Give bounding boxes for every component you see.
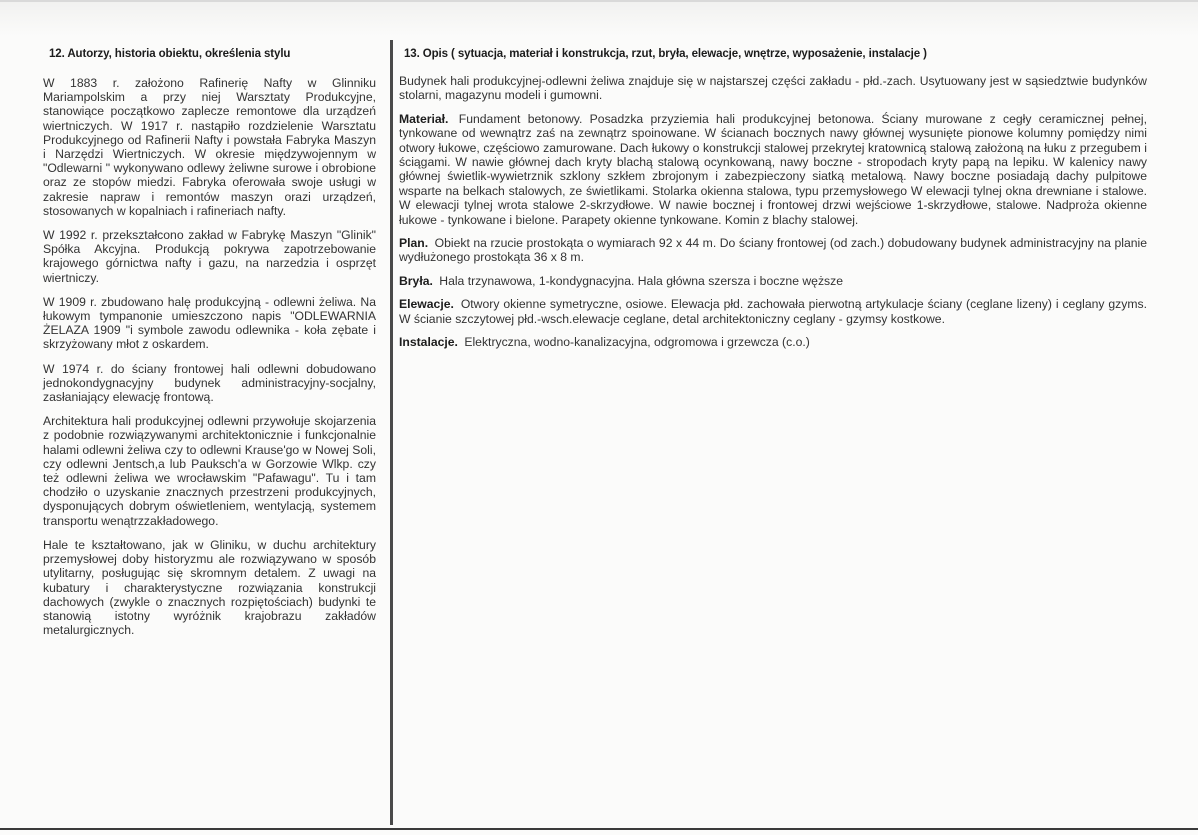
scan-top-band xyxy=(0,2,1198,36)
plan-paragraph xyxy=(399,236,1147,265)
bottom-rule xyxy=(0,828,1198,830)
instalacje-paragraph xyxy=(399,335,1147,349)
history-paragraph-1: W 1883 r. założono Rafinerię Nafty w Glinniku Mariampolskim a przy niej Warsztaty Produkcyjne, stanowiące początkowo zaplecze remontowe dla urządzeń wiertniczych. W 1917 r. nastąpiło rozdzielenie Warsztatu Produkcyjnego od Rafinerii Nafty i powstała Fabryka Maszyn i Narzędzi Wiertniczych. W okresie międzywojennym w "Odlewarni " wykonywano odlewy żeliwne surowe i obrobione oraz ze stopów miedzi. Fabryka oferowała swoje usługi w zakresie napraw i remontów maszyn orazi urządzeń, stosowanych w kopalniach i rafineriach nafty. xyxy=(43,76,376,218)
plan-label: Plan. xyxy=(399,236,429,251)
elewacje-label: Elewacje. xyxy=(399,297,454,312)
section-13-heading: 13. Opis ( sytuacja, materiał i konstrukcja, rzut, bryła, elewacje, wnętrze, wyposażenie, instalacje ) xyxy=(404,48,927,60)
description-intro: Budynek hali produkcyjnej-odlewni żeliwa znajduje się w najstarszej części zakładu - płd.-zach. Usytuowany jest w sąsiedztwie budynków stolarni, magazynu modeli i gumowni. xyxy=(399,74,1147,103)
elewacje-paragraph xyxy=(399,297,1147,326)
elewacje-text: Otwory okienne symetryczne, osiowe. Elewacja płd. zachowała pierwotną artykulacje ściany (ceglane lizeny) i ceglany gzyms. W ścianie szczytowej płd.-wsch.elewacje ceglane, detal architektoniczny ceglany - gzymsy kostkowe. xyxy=(399,297,1147,326)
history-paragraph-2: W 1992 r. przekształcono zakład w Fabrykę Maszyn "Glinik" Spółka Akcyjna. Produkcją pokrywa zapotrzebowanie krajowego górnictwa nafty i gazu, na narzedzia i osprzęt wiertniczy. xyxy=(43,228,376,285)
material-paragraph xyxy=(399,112,1147,227)
bryla-text: Hala trzynawowa, 1-kondygnacyjna. Hala główna szersza i boczne węższe xyxy=(439,273,844,288)
column-divider xyxy=(390,40,393,825)
right-column xyxy=(399,48,1147,359)
instalacje-text: Elektryczna, wodno-kanalizacyjna, odgromowa i grzewcza (c.o.) xyxy=(464,335,810,350)
bryla-label: Bryła. xyxy=(399,273,433,288)
left-column xyxy=(43,48,376,647)
section-12-heading: 12. Autorzy, historia obiektu, określenia stylu xyxy=(49,48,291,60)
history-paragraph-5: Architektura hali produkcyjnej odlewni przywołuje skojarzenia z podobnie rozwiązywanymi architektonicznie i funkcjonalnie halami odlewni żeliwa czy to odlewni Krause'go w Nowej Soli, czy odlewni Jentsch,a lub Pauksch'a w Gorzowie Wlkp. czy też odlewni żeliwa we wrocławskim "Pafawagu". Tu i tam chodziło o uzyskanie znacznych przestrzeni produkcyjnych, dysponujących dobrym oświetleniem, wentylacją, systemem transportu wenątrzzakładowego. xyxy=(43,414,376,528)
instalacje-label: Instalacje. xyxy=(399,335,458,350)
bryla-paragraph xyxy=(399,274,1147,288)
material-text: Fundament betonowy. Posadzka przyziemia hali produkcyjnej betonowa. Ściany murowane z cegły ceramicznej pełnej, tynkowane od wewnątrz zaś na zewnątrz spoinowane. W ścianach bocznych nawy głównej wysunięte pionowe kolumny pomiędzy nimi otwory łukowe, częściowo zamurowane. Dach łukowy o konstrukcji stalowej przekrytej kratownicą stalową założoną na łuku z przegubem i ściągami. W nawie głównej dach kryty blachą stalową ocynkowaną, nawy boczne - stropodach kryty papą na lepiku. W kalenicy nawy głównej świetlik-wywietrznik szklony szkłem zbrojonym i zabezpieczony siatką metalową. Nawy boczne posiadają dachy pulpitowe wsparte na belkach stalowych, ze świetlikami. Stolarka okienna stalowa, typu przemysłowego W elewacji tylnej okna drewniane i stalowe. W elewacji tylnej wrota stalowe 2-skrzydłowe. W nawie bocznej i frontowej drzwi wejściowe 1-skrzydłowe, stalowe. Nadproża okienne łukowe - tynkowane i bielone. Parapety okienne tynkowane. Komin z blachy stalowej. xyxy=(399,111,1147,227)
plan-text: Obiekt na rzucie prostokąta o wymiarach 92 x 44 m. Do ściany frontowej (od zach.) dobudowany budynek administracyjny na planie wydłużonego prostokąta 36 x 8 m. xyxy=(399,236,1147,265)
history-paragraph-4: W 1974 r. do ściany frontowej hali odlewni dobudowano jednokondygnacyjny budynek administracyjny-socjalny, zasłaniający elewację frontową. xyxy=(43,361,376,405)
history-paragraph-6: Hale te kształtowano, jak w Gliniku, w duchu architektury przemysłowej doby historyzmu ale rozwiązywano w sposób utylitarny, posługując się skromnym detalem. Z uwagi na kubatury i charakterystyczne rozwiązania konstrukcji dachowych (zwykle o znacznych rozpiętościach) budynki te stanowią istotny wyróżnik krajobrazu zakładów metalurgicznych. xyxy=(43,537,376,638)
history-paragraph-3: W 1909 r. zbudowano halę produkcyjną - odlewni żeliwa. Na łukowym tympanonie umieszczono napis "ODLEWARNIA ŻELAZA 1909 "i symbole zawodu odlewnika - koła zębate i skrzyżowany młot z oskardem. xyxy=(43,294,376,352)
material-label: Materiał. xyxy=(399,111,449,126)
